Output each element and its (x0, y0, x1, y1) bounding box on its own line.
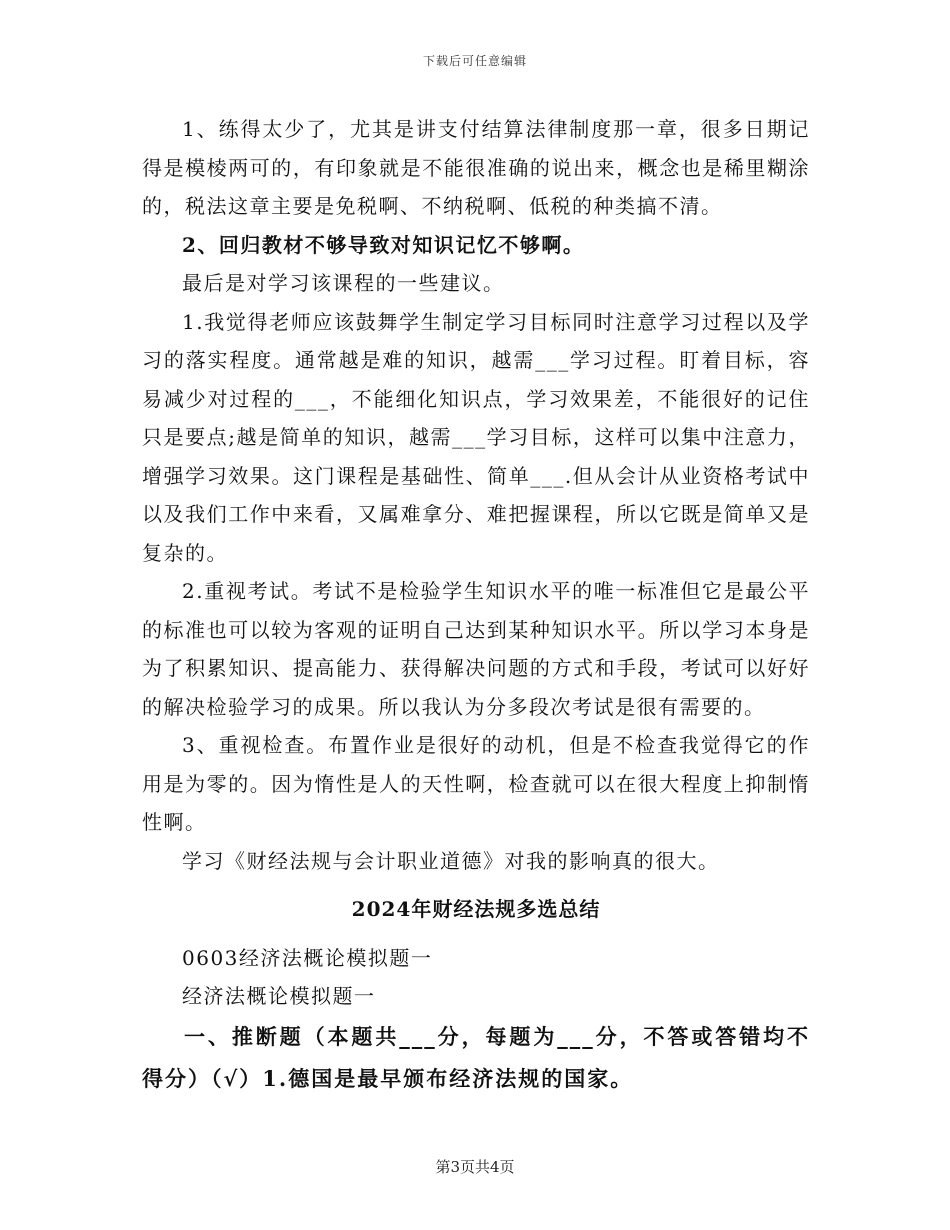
section-title: 2024年财经法规多选总结 (351, 897, 601, 921)
page-footer: 第3页共4页 (435, 1158, 515, 1176)
paragraph-5: 2.重视考试。考试不是检验学生知识水平的唯一标准但它是最公平的标准也可以较为客观的证明自己达到某种知识水平。所以学习本身是为了积累知识、提高能力、获得解决问题的方式和手段，考试可以好好的解决检验学习的成果。所以我认为分多段次考试是很有需要的。 (142, 579, 810, 719)
paragraph-1: 1、练得太少了，尤其是讲支付结算法律制度那一章，很多日期记得是模棱两可的，有印象就是不能很准确的说出来，概念也是稀里糊涂的，税法这章主要是免税啊、不纳税啊、低税的种类搞不清。 (142, 117, 810, 218)
paragraph-8: 0603经济法概论模拟题一 (182, 945, 433, 970)
paragraph-10: 一、推断题（本题共___分，每题为___分，不答或答错均不得分）（√）1.德国是最早颁布经济法规的国家。 (142, 1023, 810, 1091)
paragraph-3: 最后是对学习该课程的一些建议。 (182, 271, 505, 295)
paragraph-2: 2、回归教材不够导致对知识记忆不够啊。 (182, 232, 585, 257)
paragraph-7: 学习《财经法规与会计职业道德》对我的影响真的很大。 (182, 848, 720, 873)
paragraph-9: 经济法概论模拟题一 (182, 984, 376, 1008)
page-header: 下载后可任意编辑 (422, 54, 527, 68)
paragraph-6: 3、重视检查。布置作业是很好的动机，但是不检查我觉得它的作用是为零的。因为惰性是人的天性啊，检查就可以在很大程度上抑制惰性啊。 (142, 733, 810, 834)
paragraph-4: 1.我觉得老师应该鼓舞学生制定学习目标同时注意学习过程以及学习的落实程度。通常越是难的知识，越需___学习过程。盯着目标，容易减少对过程的___，不能细化知识点，学习效果差，不能很好的记住只是要点;越是简单的知识，越需___学习目标，这样可以集中注意力，增强学习效果。这门课程是基础性、简单___.但从会计从业资格考试中以及我们工作中来看，又属难拿分、难把握课程，所以它既是简单又是复杂的。 (142, 309, 810, 565)
document-body (142, 110, 810, 1100)
